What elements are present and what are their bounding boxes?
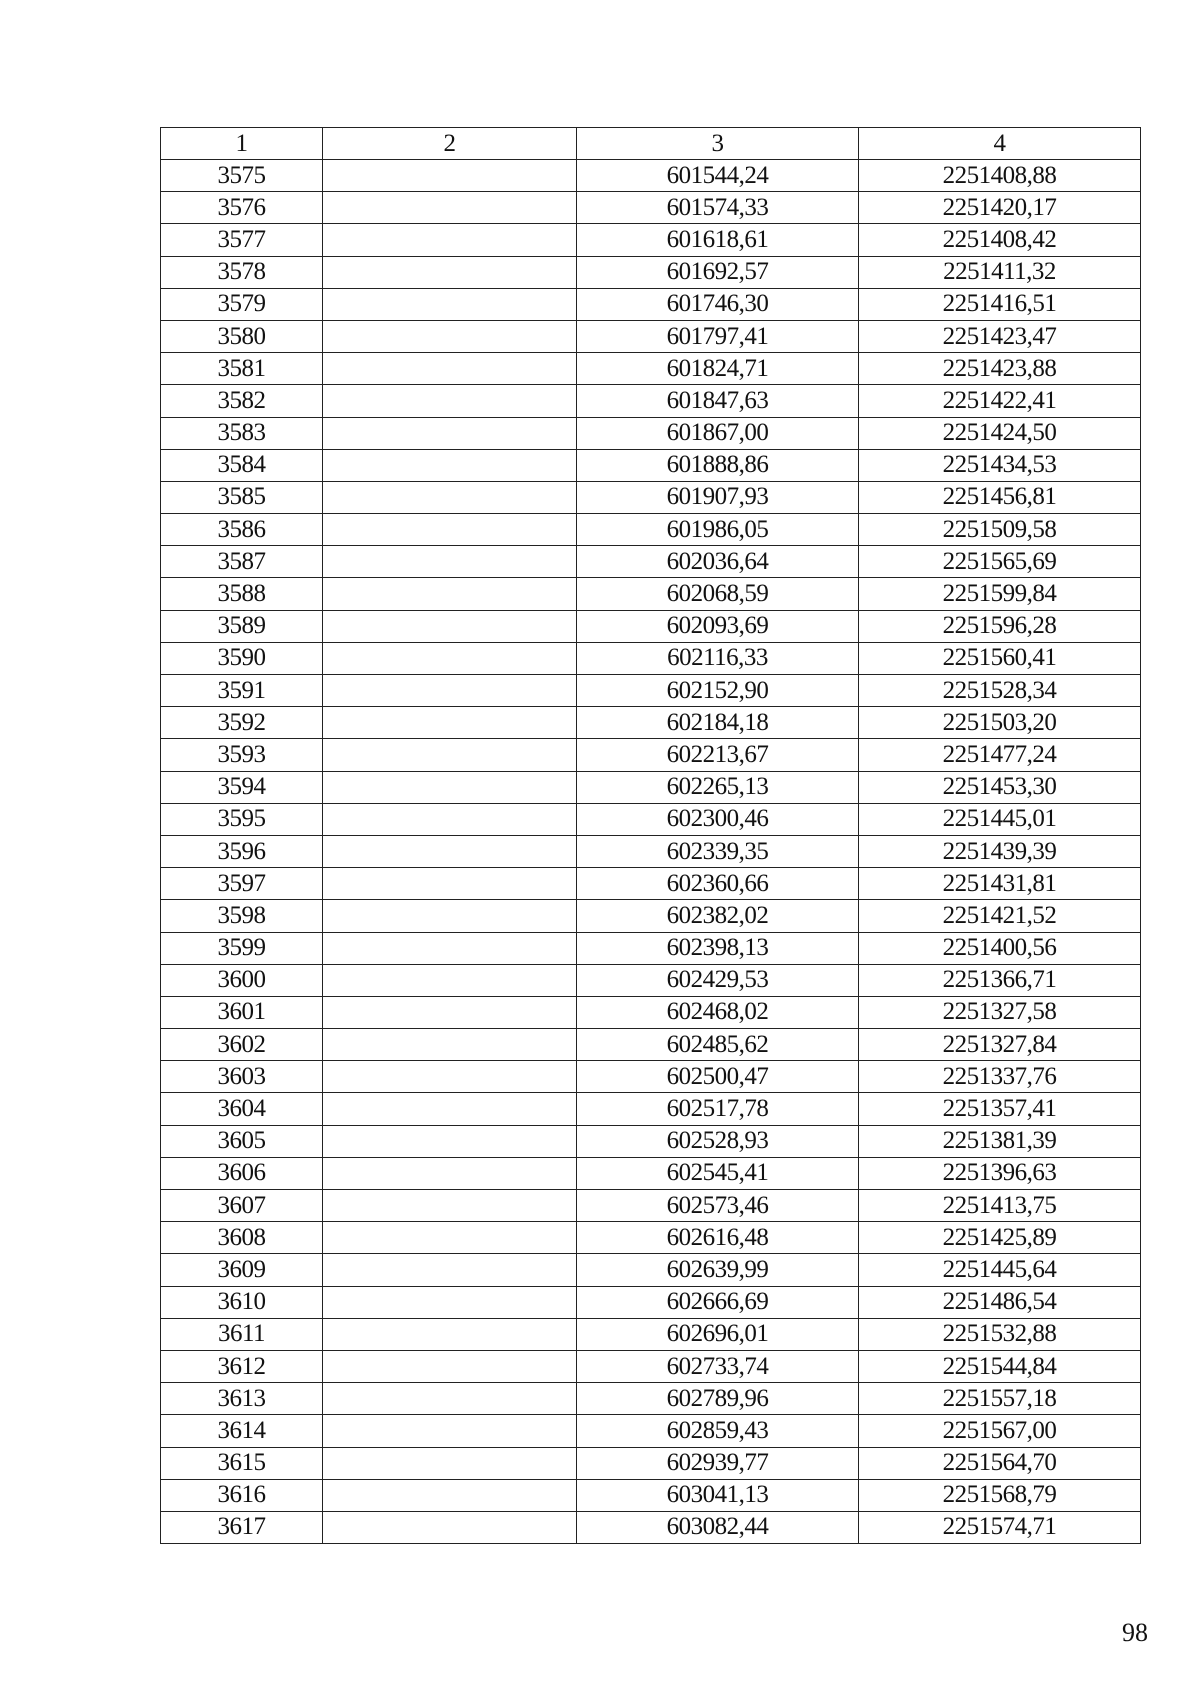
- x-coordinate-cell: 602339,35: [577, 835, 859, 867]
- blank-cell: [323, 160, 577, 192]
- table-row: [161, 1286, 1141, 1318]
- point-number-cell: 3589: [161, 610, 323, 642]
- table-row: [161, 1125, 1141, 1157]
- table-row: [161, 1447, 1141, 1479]
- x-coordinate-cell: 601847,63: [577, 385, 859, 417]
- y-coordinate-cell: 2251439,39: [859, 835, 1141, 867]
- blank-cell: [323, 771, 577, 803]
- y-coordinate-cell: 2251411,32: [859, 256, 1141, 288]
- table-row: [161, 481, 1141, 513]
- blank-cell: [323, 320, 577, 352]
- point-number-cell: 3603: [161, 1061, 323, 1093]
- y-coordinate-cell: 2251422,41: [859, 385, 1141, 417]
- x-coordinate-cell: 602468,02: [577, 996, 859, 1028]
- x-coordinate-cell: 601824,71: [577, 353, 859, 385]
- blank-cell: [323, 1029, 577, 1061]
- point-number-cell: 3606: [161, 1157, 323, 1189]
- table-row: [161, 192, 1141, 224]
- x-coordinate-cell: 602300,46: [577, 803, 859, 835]
- y-coordinate-cell: 2251327,58: [859, 996, 1141, 1028]
- table-row: [161, 449, 1141, 481]
- point-number-cell: 3584: [161, 449, 323, 481]
- blank-cell: [323, 1479, 577, 1511]
- y-coordinate-cell: 2251565,69: [859, 546, 1141, 578]
- table-row: [161, 868, 1141, 900]
- x-coordinate-cell: 602485,62: [577, 1029, 859, 1061]
- table-row: [161, 417, 1141, 449]
- point-number-cell: 3587: [161, 546, 323, 578]
- x-coordinate-cell: 601867,00: [577, 417, 859, 449]
- table-body: [161, 160, 1141, 1544]
- y-coordinate-cell: 2251337,76: [859, 1061, 1141, 1093]
- blank-cell: [323, 578, 577, 610]
- y-coordinate-cell: 2251423,88: [859, 353, 1141, 385]
- x-coordinate-cell: 601574,33: [577, 192, 859, 224]
- table-row: [161, 160, 1141, 192]
- x-coordinate-cell: 601986,05: [577, 514, 859, 546]
- y-coordinate-cell: 2251528,34: [859, 675, 1141, 707]
- blank-cell: [323, 288, 577, 320]
- blank-cell: [323, 481, 577, 513]
- x-coordinate-cell: 602429,53: [577, 964, 859, 996]
- y-coordinate-cell: 2251421,52: [859, 900, 1141, 932]
- table-row: [161, 1415, 1141, 1447]
- x-coordinate-cell: 602733,74: [577, 1350, 859, 1382]
- blank-cell: [323, 1222, 577, 1254]
- table-row: [161, 320, 1141, 352]
- y-coordinate-cell: 2251599,84: [859, 578, 1141, 610]
- blank-cell: [323, 932, 577, 964]
- table-row: [161, 1029, 1141, 1061]
- point-number-cell: 3597: [161, 868, 323, 900]
- table-row: [161, 739, 1141, 771]
- y-coordinate-cell: 2251574,71: [859, 1511, 1141, 1543]
- point-number-cell: 3588: [161, 578, 323, 610]
- table-row: [161, 353, 1141, 385]
- blank-cell: [323, 417, 577, 449]
- x-coordinate-cell: 602036,64: [577, 546, 859, 578]
- point-number-cell: 3577: [161, 224, 323, 256]
- table-row: [161, 1157, 1141, 1189]
- column-header-3: 3: [577, 128, 859, 160]
- y-coordinate-cell: 2251445,01: [859, 803, 1141, 835]
- blank-cell: [323, 546, 577, 578]
- blank-cell: [323, 675, 577, 707]
- x-coordinate-cell: 602265,13: [577, 771, 859, 803]
- y-coordinate-cell: 2251568,79: [859, 1479, 1141, 1511]
- blank-cell: [323, 224, 577, 256]
- table-row: [161, 642, 1141, 674]
- y-coordinate-cell: 2251532,88: [859, 1318, 1141, 1350]
- point-number-cell: 3586: [161, 514, 323, 546]
- point-number-cell: 3609: [161, 1254, 323, 1286]
- table-row: [161, 1093, 1141, 1125]
- y-coordinate-cell: 2251477,24: [859, 739, 1141, 771]
- y-coordinate-cell: 2251400,56: [859, 932, 1141, 964]
- blank-cell: [323, 803, 577, 835]
- blank-cell: [323, 1447, 577, 1479]
- table-row: [161, 1318, 1141, 1350]
- x-coordinate-cell: 602517,78: [577, 1093, 859, 1125]
- point-number-cell: 3594: [161, 771, 323, 803]
- point-number-cell: 3576: [161, 192, 323, 224]
- y-coordinate-cell: 2251557,18: [859, 1383, 1141, 1415]
- column-header-2: 2: [323, 128, 577, 160]
- x-coordinate-cell: 602789,96: [577, 1383, 859, 1415]
- point-number-cell: 3578: [161, 256, 323, 288]
- y-coordinate-cell: 2251596,28: [859, 610, 1141, 642]
- blank-cell: [323, 1415, 577, 1447]
- x-coordinate-cell: 602184,18: [577, 707, 859, 739]
- y-coordinate-cell: 2251424,50: [859, 417, 1141, 449]
- y-coordinate-cell: 2251327,84: [859, 1029, 1141, 1061]
- table-row: [161, 835, 1141, 867]
- point-number-cell: 3593: [161, 739, 323, 771]
- blank-cell: [323, 514, 577, 546]
- table-row: [161, 707, 1141, 739]
- blank-cell: [323, 1383, 577, 1415]
- point-number-cell: 3617: [161, 1511, 323, 1543]
- x-coordinate-cell: 602528,93: [577, 1125, 859, 1157]
- x-coordinate-cell: 602859,43: [577, 1415, 859, 1447]
- x-coordinate-cell: 602500,47: [577, 1061, 859, 1093]
- point-number-cell: 3612: [161, 1350, 323, 1382]
- table-row: [161, 1350, 1141, 1382]
- point-number-cell: 3600: [161, 964, 323, 996]
- x-coordinate-cell: 602666,69: [577, 1286, 859, 1318]
- point-number-cell: 3582: [161, 385, 323, 417]
- y-coordinate-cell: 2251425,89: [859, 1222, 1141, 1254]
- point-number-cell: 3592: [161, 707, 323, 739]
- point-number-cell: 3580: [161, 320, 323, 352]
- x-coordinate-cell: 602939,77: [577, 1447, 859, 1479]
- blank-cell: [323, 707, 577, 739]
- blank-cell: [323, 1093, 577, 1125]
- blank-cell: [323, 868, 577, 900]
- point-number-cell: 3579: [161, 288, 323, 320]
- y-coordinate-cell: 2251381,39: [859, 1125, 1141, 1157]
- point-number-cell: 3613: [161, 1383, 323, 1415]
- y-coordinate-cell: 2251396,63: [859, 1157, 1141, 1189]
- x-coordinate-cell: 602152,90: [577, 675, 859, 707]
- column-header-1: 1: [161, 128, 323, 160]
- point-number-cell: 3605: [161, 1125, 323, 1157]
- point-number-cell: 3615: [161, 1447, 323, 1479]
- blank-cell: [323, 1157, 577, 1189]
- point-number-cell: 3583: [161, 417, 323, 449]
- point-number-cell: 3585: [161, 481, 323, 513]
- point-number-cell: 3610: [161, 1286, 323, 1318]
- y-coordinate-cell: 2251445,64: [859, 1254, 1141, 1286]
- y-coordinate-cell: 2251366,71: [859, 964, 1141, 996]
- y-coordinate-cell: 2251408,88: [859, 160, 1141, 192]
- x-coordinate-cell: 602398,13: [577, 932, 859, 964]
- blank-cell: [323, 642, 577, 674]
- x-coordinate-cell: 602545,41: [577, 1157, 859, 1189]
- x-coordinate-cell: 602639,99: [577, 1254, 859, 1286]
- y-coordinate-cell: 2251357,41: [859, 1093, 1141, 1125]
- point-number-cell: 3595: [161, 803, 323, 835]
- blank-cell: [323, 192, 577, 224]
- point-number-cell: 3608: [161, 1222, 323, 1254]
- point-number-cell: 3602: [161, 1029, 323, 1061]
- blank-cell: [323, 353, 577, 385]
- table-row: [161, 1254, 1141, 1286]
- y-coordinate-cell: 2251560,41: [859, 642, 1141, 674]
- x-coordinate-cell: 601797,41: [577, 320, 859, 352]
- y-coordinate-cell: 2251434,53: [859, 449, 1141, 481]
- point-number-cell: 3598: [161, 900, 323, 932]
- point-number-cell: 3616: [161, 1479, 323, 1511]
- blank-cell: [323, 1511, 577, 1543]
- blank-cell: [323, 256, 577, 288]
- x-coordinate-cell: 602116,33: [577, 642, 859, 674]
- blank-cell: [323, 1254, 577, 1286]
- blank-cell: [323, 449, 577, 481]
- table-row: [161, 771, 1141, 803]
- x-coordinate-cell: 601544,24: [577, 160, 859, 192]
- x-coordinate-cell: 602093,69: [577, 610, 859, 642]
- table-row: [161, 546, 1141, 578]
- x-coordinate-cell: 602382,02: [577, 900, 859, 932]
- y-coordinate-cell: 2251509,58: [859, 514, 1141, 546]
- y-coordinate-cell: 2251413,75: [859, 1190, 1141, 1222]
- blank-cell: [323, 739, 577, 771]
- table-header: [161, 128, 1141, 160]
- point-number-cell: 3599: [161, 932, 323, 964]
- table-row: [161, 1222, 1141, 1254]
- y-coordinate-cell: 2251408,42: [859, 224, 1141, 256]
- point-number-cell: 3604: [161, 1093, 323, 1125]
- blank-cell: [323, 1190, 577, 1222]
- blank-cell: [323, 835, 577, 867]
- table-row: [161, 964, 1141, 996]
- x-coordinate-cell: 603041,13: [577, 1479, 859, 1511]
- y-coordinate-cell: 2251564,70: [859, 1447, 1141, 1479]
- y-coordinate-cell: 2251431,81: [859, 868, 1141, 900]
- point-number-cell: 3590: [161, 642, 323, 674]
- y-coordinate-cell: 2251456,81: [859, 481, 1141, 513]
- y-coordinate-cell: 2251486,54: [859, 1286, 1141, 1318]
- table-row: [161, 803, 1141, 835]
- table-row: [161, 288, 1141, 320]
- x-coordinate-cell: 602360,66: [577, 868, 859, 900]
- x-coordinate-cell: 602068,59: [577, 578, 859, 610]
- page-number: 98: [1122, 1618, 1148, 1647]
- table-row: [161, 900, 1141, 932]
- point-number-cell: 3581: [161, 353, 323, 385]
- x-coordinate-cell: 601618,61: [577, 224, 859, 256]
- table-row: [161, 932, 1141, 964]
- blank-cell: [323, 1318, 577, 1350]
- column-header-4: 4: [859, 128, 1141, 160]
- x-coordinate-cell: 602616,48: [577, 1222, 859, 1254]
- point-number-cell: 3611: [161, 1318, 323, 1350]
- y-coordinate-cell: 2251544,84: [859, 1350, 1141, 1382]
- blank-cell: [323, 996, 577, 1028]
- table-row: [161, 996, 1141, 1028]
- table-row: [161, 256, 1141, 288]
- table-row: [161, 578, 1141, 610]
- blank-cell: [323, 1061, 577, 1093]
- table-row: [161, 610, 1141, 642]
- blank-cell: [323, 1350, 577, 1382]
- point-number-cell: 3591: [161, 675, 323, 707]
- table-row: [161, 1190, 1141, 1222]
- table-row: [161, 675, 1141, 707]
- x-coordinate-cell: 601907,93: [577, 481, 859, 513]
- table-row: [161, 385, 1141, 417]
- x-coordinate-cell: 601692,57: [577, 256, 859, 288]
- x-coordinate-cell: 601746,30: [577, 288, 859, 320]
- y-coordinate-cell: 2251416,51: [859, 288, 1141, 320]
- point-number-cell: 3614: [161, 1415, 323, 1447]
- blank-cell: [323, 385, 577, 417]
- x-coordinate-cell: 603082,44: [577, 1511, 859, 1543]
- point-number-cell: 3596: [161, 835, 323, 867]
- header-row: [161, 128, 1141, 160]
- table-row: [161, 1061, 1141, 1093]
- table-row: [161, 224, 1141, 256]
- point-number-cell: 3601: [161, 996, 323, 1028]
- y-coordinate-cell: 2251423,47: [859, 320, 1141, 352]
- table-row: [161, 514, 1141, 546]
- table-row: [161, 1479, 1141, 1511]
- x-coordinate-cell: 602696,01: [577, 1318, 859, 1350]
- x-coordinate-cell: 602573,46: [577, 1190, 859, 1222]
- table-row: [161, 1511, 1141, 1543]
- coordinates-table: [160, 127, 1141, 1544]
- point-number-cell: 3575: [161, 160, 323, 192]
- x-coordinate-cell: 602213,67: [577, 739, 859, 771]
- blank-cell: [323, 964, 577, 996]
- point-number-cell: 3607: [161, 1190, 323, 1222]
- blank-cell: [323, 610, 577, 642]
- blank-cell: [323, 900, 577, 932]
- table-row: [161, 1383, 1141, 1415]
- x-coordinate-cell: 601888,86: [577, 449, 859, 481]
- blank-cell: [323, 1286, 577, 1318]
- y-coordinate-cell: 2251453,30: [859, 771, 1141, 803]
- y-coordinate-cell: 2251567,00: [859, 1415, 1141, 1447]
- y-coordinate-cell: 2251503,20: [859, 707, 1141, 739]
- y-coordinate-cell: 2251420,17: [859, 192, 1141, 224]
- blank-cell: [323, 1125, 577, 1157]
